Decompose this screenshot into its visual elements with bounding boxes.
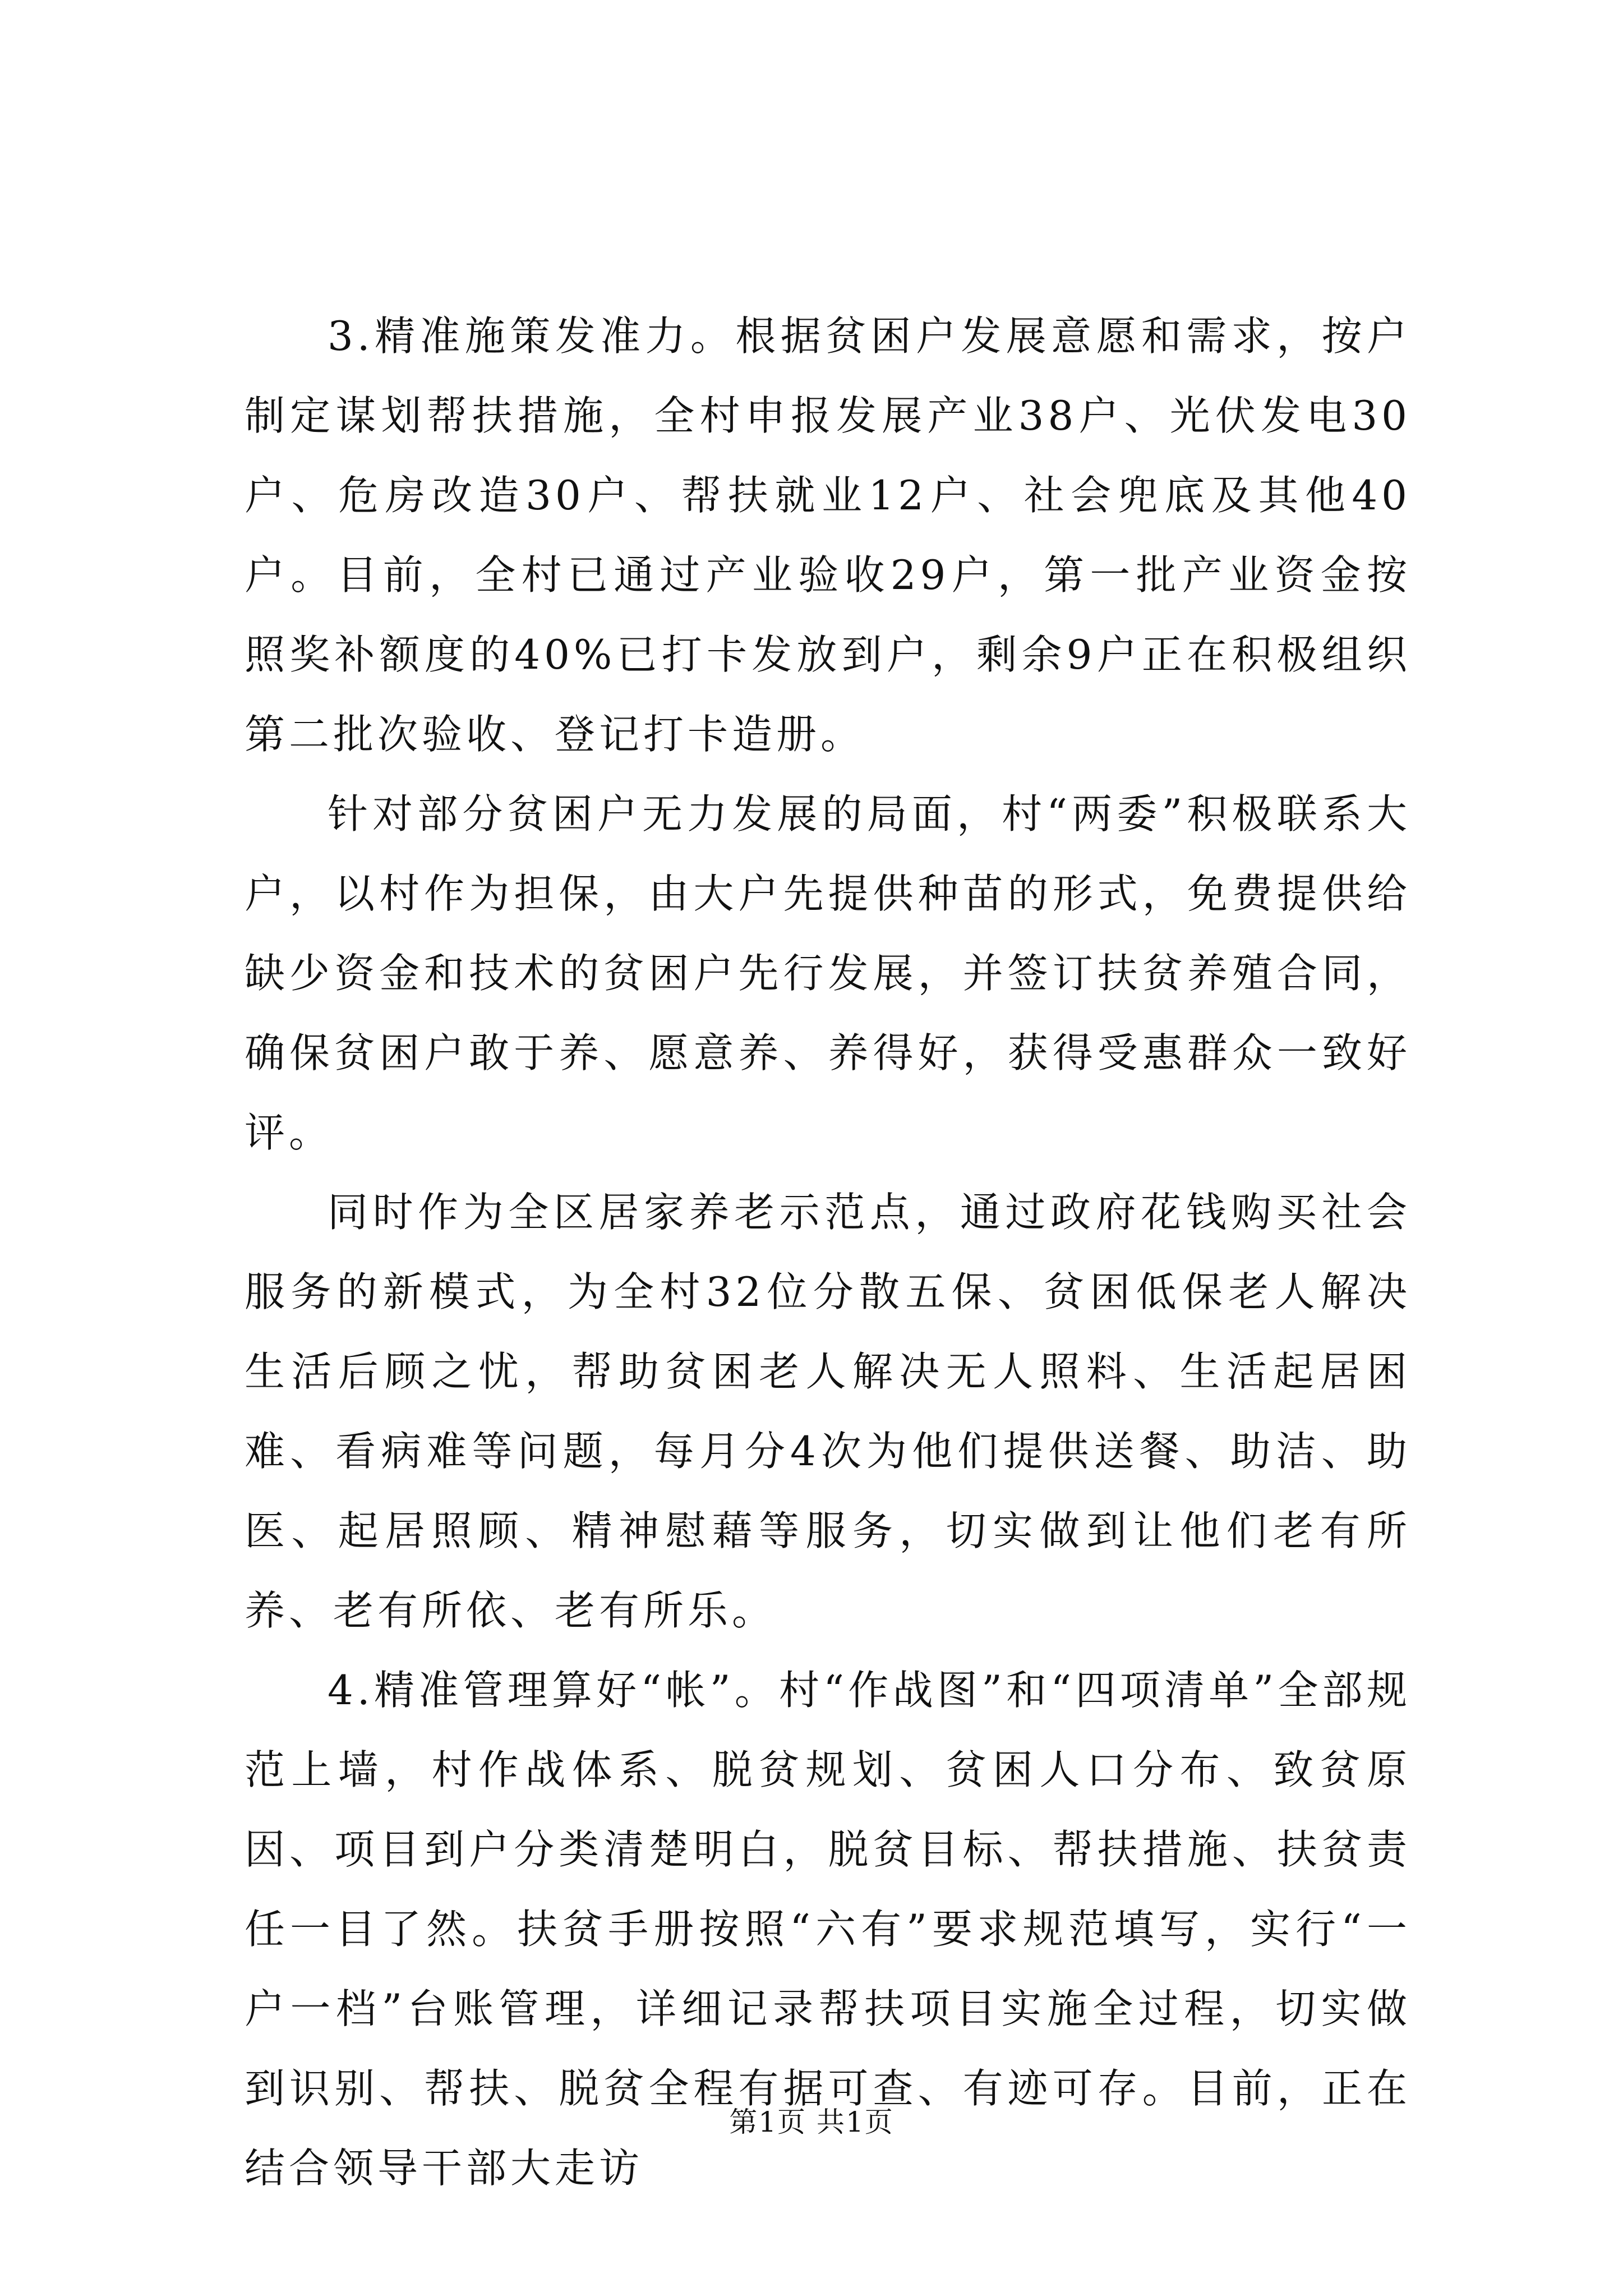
paragraph-village-committee-support: 针对部分贫困户无力发展的局面，村“两委”积极联系大户，以村作为担保，由大户先提供种苗的形式，免费提供给缺少资金和技术的贫困户先行发展，并签订扶贫养殖合同，确保贫困户敢于养、愿意养、养得好，获得受惠群众一致好评。 (245, 790, 1411, 1156)
page-number-footer: 第1页 共1页 (729, 2106, 894, 2138)
document-body (245, 296, 1411, 2208)
paragraph-precise-management: 4.精准管理算好“帐”。村“作战图”和“四项清单”全部规范上墙，村作战体系、脱贫规划、贫困人口分布、致贫原因、项目到户分类清楚明白，脱贫目标、帮扶措施、扶贫责任一目了然。扶贫手册按照“六有”要求规范填写，实行“一户一档”台账管理，详细记录帮扶项目实施全过程，切实做到识别、帮扶、脱贫全程有据可查、有迹可存。目前，正在结合领导干部大走访 (245, 1667, 1411, 2192)
paragraph-precise-measures: 3.精准施策发准力。根据贫困户发展意愿和需求，按户制定谋划帮扶措施，全村申报发展产业38户、光伏发电30户、危房改造30户、帮扶就业12户、社会兜底及其他40户。目前，全村已通过产业验收29户，第一批产业资金按照奖补额度的40%已打卡发放到户，剩余9户正在积极组织第二批次验收、登记打卡造册。 (245, 312, 1411, 758)
paragraph-elderly-care: 同时作为全区居家养老示范点，通过政府花钱购买社会服务的新模式，为全村32位分散五保、贫困低保老人解决生活后顾之忧，帮助贫困老人解决无人照料、生活起居困难、看病难等问题，每月分4次为他们提供送餐、助洁、助医、起居照顾、精神慰藉等服务，切实做到让他们老有所养、老有所依、老有所乐。 (245, 1189, 1411, 1634)
